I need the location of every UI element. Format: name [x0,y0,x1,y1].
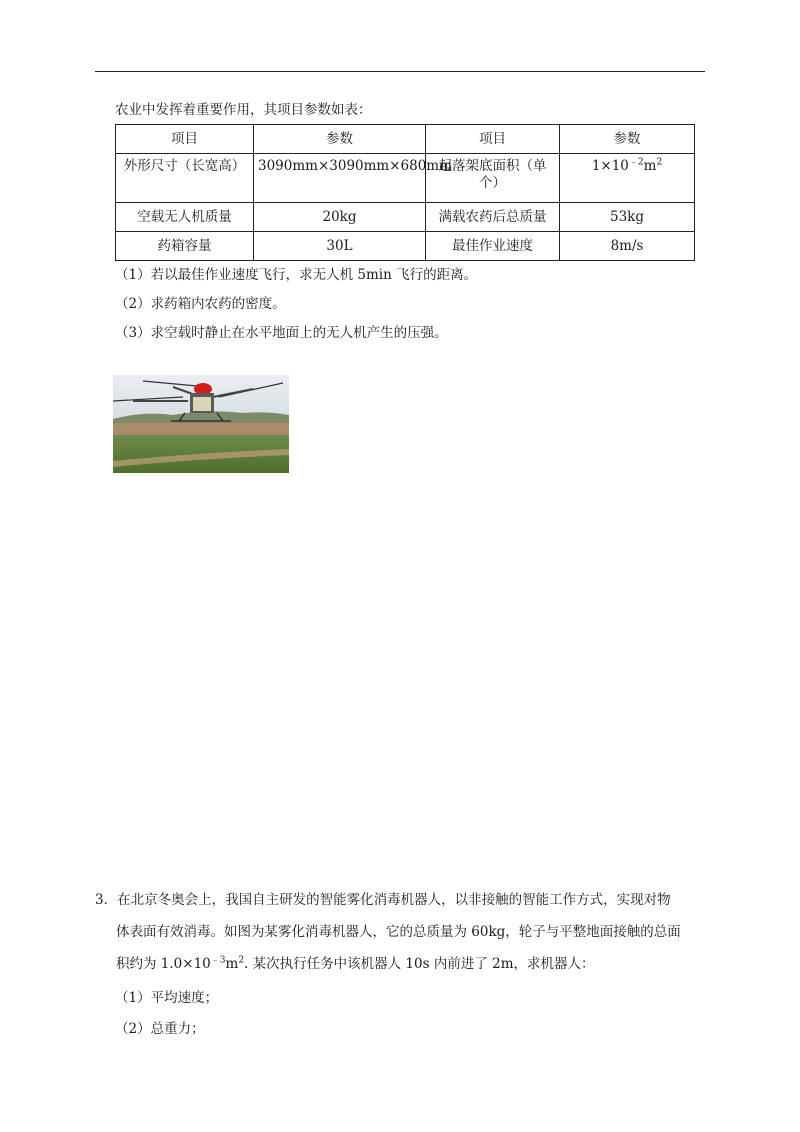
question-1: （1）若以最佳作业速度飞行，求无人机 5min 飞行的距离。 [115,267,478,283]
problem-3-line-2: 体表面有效消毒。如图为某雾化消毒机器人，它的总质量为 60kg，轮子与平整地面接触的总面 [116,924,681,940]
table-cell: 53kg [560,203,695,232]
line3-unit: m [225,956,239,972]
table-cell: 最佳作业速度 [426,232,560,261]
table-cell: 满载农药后总质量 [426,203,560,232]
parameter-table [115,124,695,261]
problem-3-sub-2: （2）总重力； [115,1021,205,1037]
header-cell: 项目 [116,125,254,154]
table-cell: 空载无人机质量 [116,203,254,232]
line3-exponent: ﹣3 [210,955,226,966]
table-cell [560,154,695,203]
val-unit-exponent: 2 [656,157,663,168]
table-cell: 药箱容量 [116,232,254,261]
line3-unit-exponent: 2 [238,955,245,966]
header-cell: 项目 [426,125,560,154]
problem-3-sub-1: （1）平均速度； [115,990,219,1006]
question-2: （2）求药箱内农药的密度。 [115,296,286,312]
line3-text: 积约为 1.0×10 [116,956,211,972]
intro-text: 农业中发挥着重要作用，其项目参数如表： [115,102,372,118]
question-3: （3）求空载时静止在水平地面上的无人机产生的压强。 [115,325,448,341]
table-row [116,232,695,261]
table-cell: 3090mm×3090mm×680mm [254,154,426,203]
table-cell: 30L [254,232,426,261]
val-exponent: ﹣2 [628,157,644,168]
table-cell: 20kg [254,203,426,232]
header-cell: 参数 [560,125,695,154]
val-unit: m [643,158,657,174]
problem-3-line-3 [95,948,710,980]
drone-photo-image [113,375,289,473]
header-cell: 参数 [254,125,426,154]
table-cell: 外形尺寸（长宽高） [116,154,254,203]
drone-photo [113,375,289,473]
table-row [116,154,695,203]
problem-3 [95,884,710,980]
line3-text-post: . 某次执行任务中该机器人 10s 内前进了 2m，求机器人： [244,956,595,972]
table-cell: 8m/s [560,232,695,261]
table-cell: 起落架底面积（单个） [426,154,560,203]
table-header-row [116,125,695,154]
val-base: 1×10 [591,158,629,174]
table-row [116,203,695,232]
problem-3-line-1: 3．在北京冬奥会上，我国自主研发的智能雾化消毒机器人，以非接触的智能工作方式，实现对物 [95,892,671,908]
header-rule [95,71,705,72]
